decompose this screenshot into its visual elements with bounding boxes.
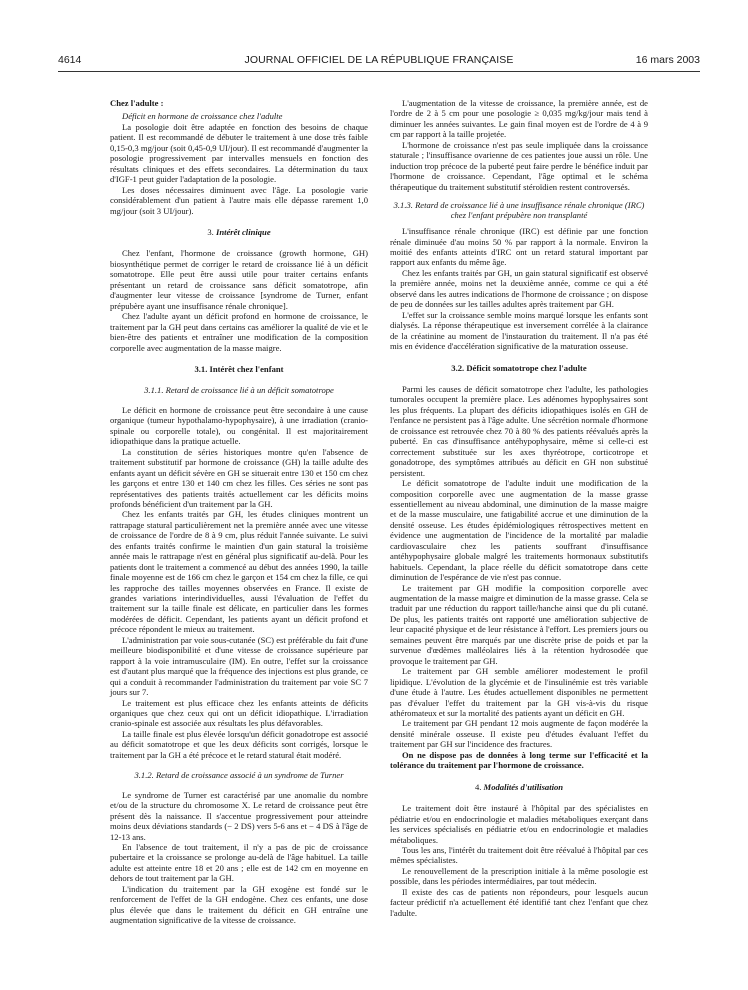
section-heading-3 [110,227,368,237]
section-heading-3-1-1: 3.1.1. Retard de croissance lié à un déficit somatotrope [144,385,334,396]
paragraph: Le traitement par GH semble améliorer modestement le profil lipidique. L'évolution de la glycémie et de l'insulinémie est très variable d'une étude à l'autre. Les études actuellement disponibles ne permettent pas d'évaluer l'effet du traitement par la GH vis-à-vis du risque athéromateux et sur la mortalité des patients ayant un déficit en GH. [390,666,648,719]
header-rule [58,71,700,72]
paragraph: La posologie doit être adaptée en fonction des besoins de chaque patient. Il est recommandé de débuter le traitement à une dose très faible 0,15-0,3 mg/jour (soit 0,45-0,9 UI/jour). Il est recommandé d'augmenter la posologie progressivement par intervalles mensuels en fonction des résultats cliniques et des effets secondaires. La détermination du taux d'IGF-1 peut guider l'adaptation de la posologie. [110,121,368,185]
paragraph: La constitution de séries historiques montre qu'en l'absence de traitement substitutif par hormone de croissance (GH) la taille adulte des enfants ayant un déficit sévère en GH se situerait entre 130 et 150 cm chez les garçons et entre 130 et 140 cm chez les filles. Ces séries ne sont pas représentatives des patients traités actuellement car les déficits moins profonds bénéficient d'un traitement par la GH. [110,446,368,509]
paragraph: L'effet sur la croissance semble moins marqué lorsque les enfants sont dialysés. La réponse thérapeutique est inversement corrélée à la clairance de la créatinine au moment de l'instauration du traitement. Il n'a pas été mis en évidence d'accélération significative de la maturation osseuse. [390,309,648,352]
paragraph: Tous les ans, l'intérêt du traitement doit être réévalué à l'hôpital par ces mêmes spécialistes. [390,845,648,866]
section-heading-3-2: 3.2. Déficit somatotrope chez l'adulte [451,362,587,373]
left-column [110,98,368,926]
paragraph: Le traitement par GH pendant 12 mois augmente de façon modérée la densité minérale osseuse. Il existe peu d'études évaluant l'effet du traitement par GH sur l'incidence des fractures. [390,718,648,750]
journal-title: JOURNAL OFFICIEL DE LA RÉPUBLIQUE FRANÇAISE [244,54,514,66]
paragraph: Il existe des cas de patients non répondeurs, pour lesquels aucun facteur prédictif n'a actuellement été identifié tant chez l'enfant que chez l'adulte. [390,886,648,918]
page-number: 4614 [58,54,82,66]
paragraph: Chez les enfants traités par GH, les études cliniques montrent un rattrapage statural particulièrement net la première année avec une vitesse de croissance de l'ordre de 8 à 9 cm, plus réduit l'année suivante. Le suivi des enfants traités confirme le maintien d'un gain statural la troisième année mais le rattrapage n'est en général plus significatif au-delà. Pour les patients dont le traitement a commencé au début des années 1990, la taille finale moyenne est de 166 cm chez le garçon et 154 cm chez la fille, ce qui les rapproche des tailles moyennes observées en France. Il existe de grandes variations interindividuelles, aussi l'évaluation de l'effet du traitement sur la taille finale est délicate, en particulier dans les formes modérées de déficit. Cependant, les patients ayant un déficit profond et précoce répondent le mieux au traitement. [110,509,368,635]
paragraph: Le traitement doit être instauré à l'hôpital par des spécialistes en pédiatrie et/ou en endocrinologie et maladies métaboliques exerçant dans les services spécialisés en pédiatrie et/ou en endocrinologie et maladies métaboliques. [390,803,648,845]
section-heading-3-1-2: 3.1.2. Retard de croissance associé à un syndrome de Turner [134,770,344,781]
section-number: 4. [474,781,482,792]
section-heading-4 [390,782,648,792]
section-title: Intérêt clinique [215,226,271,237]
paragraph: Chez l'adulte ayant un déficit profond en hormone de croissance, le traitement par la GH peut dans certains cas améliorer la qualité de vie et le bien-être des patients et entraîner une modification de la composition corporelle avec augmentation de la masse maigre. [110,311,368,353]
paragraph: Le syndrome de Turner est caractérisé par une anomalie du nombre et/ou de la structure du chromosome X. Le retard de croissance peut être présent dès la naissance. Il s'accentue progressivement pour atteindre moins deux déviations standards (− 2 DS) vers 5-6 ans et − 4 DS à l'âge de 12-13 ans. [110,789,368,842]
paragraph: Parmi les causes de déficit somatotrope chez l'adulte, les pathologies tumorales occupent la première place. Les adénomes hypophysaires sont les plus fréquents. La plupart des déficits idiopathiques isolés en GH de l'enfance ne persistent pas à l'âge adulte. Une sécrétion normale d'hormone de croissance est retrouvée chez 70 à 80 % des patients réévalués après la puberté. En cas d'insuffisance antéhypophysaire, même si celle-ci est correctement substituée sur les axes thyréotrope, corticotrope et gonadotrope, des symptômes attribués au déficit en GH non substitué persistent. [390,383,648,478]
paragraph: L'insuffisance rénale chronique (IRC) est définie par une fonction rénale diminuée d'au moins 50 % par rapport à la normale. Environ la moitié des enfants atteints d'IRC ont un retard statural important par rapport aux enfants du même âge. [390,226,648,268]
paragraph: Chez l'enfant, l'hormone de croissance (growth hormone, GH) biosynthétique permet de corriger le retard de croissance lié à un déficit somatotrope. Elle peut être aussi utile pour traiter certains enfants présentant un retard de croissance sans déficit somatotrope, afin d'augmenter leur vitesse de croissance [syndrome de Turner, enfant prépubère ayant une insuffisance rénale chronique]. [110,248,368,311]
page-header [58,54,700,68]
heading-adult: Chez l'adulte : [110,98,164,108]
paragraph-emphasis: On ne dispose pas de données à long terme sur l'efficacité et la tolérance du traitement par l'hormone de croissance. [390,749,648,771]
paragraph: L'administration par voie sous-cutanée (SC) est préférable du fait d'une meilleure biodisponibilité et d'une vitesse de croissance supérieure par rapport à la voie intramusculaire (IM). En outre, l'effet sur la croissance est d'autant plus marqué que la fréquence des injections est plus grande, ce qui a conduit à recommander l'administration du traitement par voie SC 7 jours sur 7. [110,634,368,698]
section-heading-3-1-3: 3.1.3. Retard de croissance lié à une insuffisance rénale chronique (IRC) chez l'enfant prépubère non transplanté [393,200,645,221]
paragraph: Le déficit en hormone de croissance peut être secondaire à une cause organique (tumeur hypothalamo-hypophysaire), à une irradiation (cranio-spinale ou corporelle totale), ou congénital. Il est majoritairement idiopathique dans la pratique actuelle. [110,404,368,447]
section-title: Modalités d'utilisation [483,781,564,792]
paragraph: En l'absence de tout traitement, il n'y a pas de pic de croissance pubertaire et la croissance se prolonge au-delà de l'âge habituel. La taille adulte est atteinte entre 18 et 20 ans ; elle est de 142 cm en moyenne en dehors de tout traitement par la GH. [110,842,368,884]
section-heading-3-1: 3.1. Intérêt chez l'enfant [194,363,284,374]
paragraph: Le déficit somatotrope de l'adulte induit une modification de la composition corporelle avec une augmentation de la masse grasse essentiellement au niveau abdominal, une diminution de la masse maigre et de la masse musculaire, une fatigabilité accrue et une diminution de la densité osseuse. Les études épidémiologiques rétrospectives mettent en évidence une augmentation de l'incidence de la mortalité par maladie cardiovasculaire chez les patients souffrant d'insuffisance antéhypophysaire globale malgré les traitements hormonaux substitutifs habituels. Cependant, la place réelle du déficit somatotrope dans cette diminution de l'espérance de vie n'est pas connue. [390,478,648,583]
paragraph: Le traitement est plus efficace chez les enfants atteints de déficits organiques que chez ceux qui ont un déficit idiopathique. L'irradiation cranio-spinale est associée aux résultats les plus défavorables. [110,697,368,729]
paragraph: Le renouvellement de la prescription initiale à la même posologie est possible, dans les périodes intermédiaires, par tout médecin. [390,865,648,887]
paragraph: L'hormone de croissance n'est pas seule impliquée dans la croissance staturale ; l'insuffisance ovarienne de ces patientes joue aussi un rôle. Une induction trop précoce de la puberté peut faire perdre le bénéfice induit par l'hormone de croissance. Cependant, l'âge optimal et le schéma thérapeutique du traitement substitutif stéroïdien restent controversés. [390,139,648,192]
right-column [390,98,648,918]
paragraph: Chez les enfants traités par GH, un gain statural significatif est observé la première année, moins net la deuxième année, comme ce qui a été observé dans les autres indications de l'hormone de croissance ; on dispose de peu de données sur les tailles adultes après traitement par GH. [390,267,648,310]
paragraph: Les doses nécessaires diminuent avec l'âge. La posologie varie considérablement d'un patient à l'autre mais elle dépasse rarement 1,0 mg/jour (soit 3 UI/jour). [110,184,368,216]
paragraph: L'augmentation de la vitesse de croissance, la première année, est de l'ordre de 2 à 5 cm pour une posologie ≥ 0,035 mg/kg/jour mais tend à diminuer les années suivantes. Le gain final moyen est de l'ordre de 4 à 9 cm par rapport à la taille projetée. [390,98,648,140]
paragraph: L'indication du traitement par la GH exogène est fondé sur le renforcement de l'effet de la GH endogène. Chez ces enfants, une dose plus élevée que dans le traitement du déficit en GH entraîne une augmentation significative de la vitesse de croissance. [110,883,368,926]
subheading-adult-deficit: Déficit en hormone de croissance chez l'adulte [122,111,283,122]
paragraph: La taille finale est plus élevée lorsqu'un déficit gonadotrope est associé au déficit somatotrope et que les deux déficits sont corrigés, lorsque le traitement par la GH a été précoce et le retard statural était modéré. [110,728,368,760]
section-number: 3. [207,226,214,237]
publication-date: 16 mars 2003 [635,54,700,66]
paragraph: Le traitement par GH modifie la composition corporelle avec augmentation de la masse maigre et diminution de la masse grasse. Cela se traduit par une réduction du rapport taille/hanche ainsi que du pli cutané. De plus, les patients traités ont rapporté une amélioration subjective de leur capacité physique et de leur résistance à l'effort. Les premiers jours ou semaines peuvent être marqués par une discrète prise de poids et par la survenue d'œdèmes malléolaires liés à la rétention hydrosodée que provoque le traitement par GH. [390,582,648,666]
